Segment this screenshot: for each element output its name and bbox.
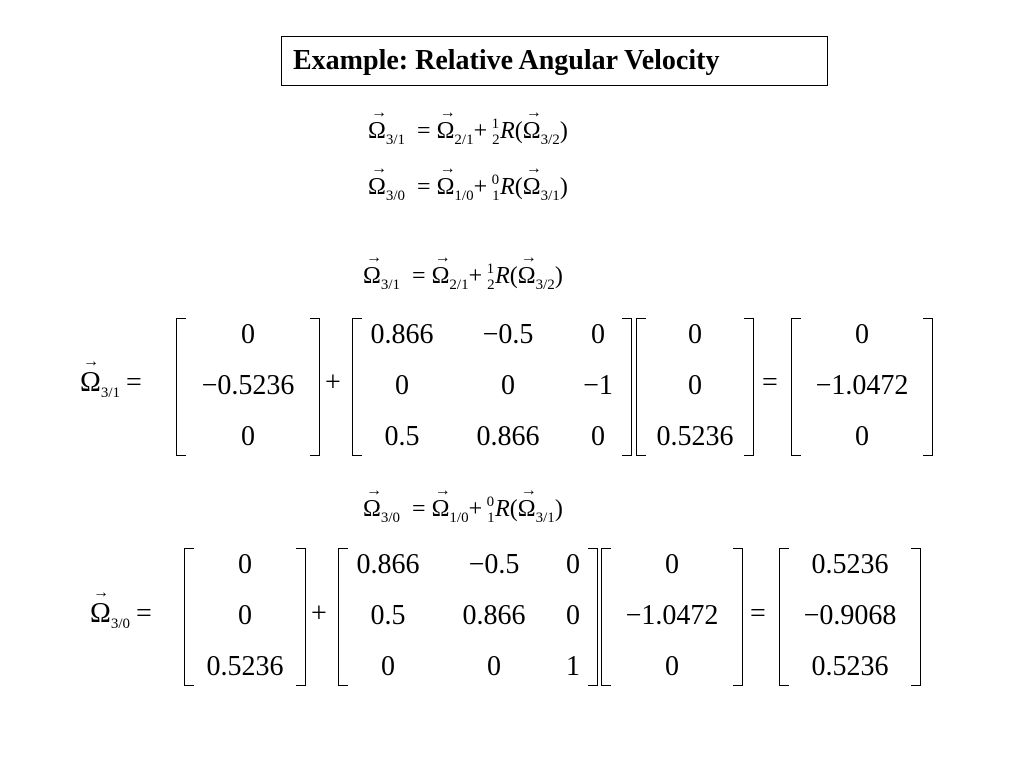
vector-a <box>176 318 320 456</box>
equals-sign: = <box>135 598 152 629</box>
matrix-cell: 0 <box>487 651 501 682</box>
computation-lhs <box>90 598 158 630</box>
matrix-cell: 0.5236 <box>656 421 734 452</box>
omega-vector-symbol: → Ω <box>523 118 541 145</box>
subscript: 3/1 <box>380 277 401 293</box>
subscript: 1/0 <box>454 188 474 204</box>
matrix-cell: −0.5 <box>468 549 520 580</box>
matrix-cell: 0 <box>238 600 252 631</box>
matrix-cell: 0.866 <box>462 600 526 631</box>
rotation-symbol: R <box>495 263 510 289</box>
rotation-from-frame: 1 <box>492 188 500 204</box>
section-header-omega-3-1 <box>363 261 563 293</box>
subscript: 3/1 <box>385 132 406 148</box>
omega-vector-symbol: → Ω <box>368 174 386 201</box>
rotation-symbol: R <box>500 118 515 144</box>
rotation-to-frame: 0 <box>491 172 500 188</box>
plus-sign: + <box>311 598 327 629</box>
matrix-cell: −1.0472 <box>815 370 909 401</box>
matrix-cell: 0 <box>855 319 869 350</box>
right-paren: ) <box>559 118 568 144</box>
omega-vector-symbol: → Ω <box>368 118 386 145</box>
omega-vector-symbol: → Ω <box>363 496 381 523</box>
omega-vector-symbol: → Ω <box>363 263 381 290</box>
matrix-cell: −0.9068 <box>803 600 897 631</box>
vector-b <box>636 318 754 456</box>
rotation-symbol: R <box>500 174 515 200</box>
vector-a <box>184 548 306 686</box>
matrix-cell: 0 <box>566 600 580 631</box>
vector-b <box>601 548 743 686</box>
rotation-matrix <box>352 318 632 456</box>
matrix-cell: 0 <box>566 549 580 580</box>
matrix-cell: 0.866 <box>370 319 434 350</box>
matrix-cell: −0.5236 <box>201 370 295 401</box>
rotation-to-frame: 1 <box>491 116 500 132</box>
plus-sign: + <box>325 367 341 398</box>
matrix-cell: 0 <box>241 319 255 350</box>
matrix-cell: 0.5236 <box>811 549 889 580</box>
equals-sign: = <box>125 367 142 398</box>
rotation-to-frame: 0 <box>486 494 495 510</box>
subscript: 3/1 <box>540 188 560 204</box>
subscript: 2/1 <box>454 132 474 148</box>
plus-sign: + <box>473 174 488 200</box>
matrix-cell: 0 <box>688 370 702 401</box>
matrix-cell: 0 <box>591 319 605 350</box>
omega-vector-symbol: → Ω <box>518 263 536 290</box>
matrix-cell: 0.5 <box>384 421 420 452</box>
rotation-from-frame: 2 <box>492 132 500 148</box>
omega-vector-symbol: → Ω <box>432 496 450 523</box>
equals-sign: = <box>412 496 426 522</box>
right-paren: ) <box>559 174 568 200</box>
omega-vector-symbol: → Ω <box>518 496 536 523</box>
matrix-cell: 0 <box>665 651 679 682</box>
matrix-cell: 1 <box>566 651 580 682</box>
subscript: 3/2 <box>535 277 555 293</box>
equals-sign: = <box>417 118 431 144</box>
matrix-cell: 0 <box>688 319 702 350</box>
equals-sign: = <box>412 263 426 289</box>
matrix-cell: 0 <box>665 549 679 580</box>
subscript: 2/1 <box>449 277 469 293</box>
left-paren: ( <box>509 263 518 289</box>
rotation-to-frame: 1 <box>486 261 495 277</box>
matrix-cell: 0 <box>501 370 515 401</box>
result-vector <box>791 318 933 456</box>
matrix-cell: 0 <box>855 421 869 452</box>
omega-vector-symbol: → Ω <box>437 174 455 201</box>
matrix-cell: −0.5 <box>482 319 534 350</box>
omega-vector-symbol: → Ω <box>437 118 455 145</box>
rotation-from-frame: 1 <box>487 510 495 526</box>
matrix-cell: 0 <box>591 421 605 452</box>
result-vector <box>779 548 921 686</box>
equals-sign: = <box>750 598 766 629</box>
right-paren: ) <box>554 496 563 522</box>
matrix-cell: 0.5 <box>370 600 406 631</box>
equation-omega-3-1 <box>368 116 568 148</box>
right-paren: ) <box>554 263 563 289</box>
plus-sign: + <box>468 496 483 522</box>
omega-vector-symbol: → Ω <box>80 367 101 399</box>
left-paren: ( <box>509 496 518 522</box>
rotation-matrix <box>338 548 598 686</box>
plus-sign: + <box>473 118 488 144</box>
slide-title: Example: Relative Angular Velocity <box>281 36 828 86</box>
omega-vector-symbol: → Ω <box>90 598 111 630</box>
subscript: 3/0 <box>385 188 406 204</box>
section-header-omega-3-0 <box>363 494 563 526</box>
matrix-cell: 0 <box>381 651 395 682</box>
subscript: 3/2 <box>540 132 560 148</box>
subscript: 3/1 <box>535 510 555 526</box>
omega-vector-symbol: → Ω <box>523 174 541 201</box>
omega-vector-symbol: → Ω <box>432 263 450 290</box>
equals-sign: = <box>417 174 431 200</box>
matrix-cell: 0.5236 <box>811 651 889 682</box>
left-paren: ( <box>514 174 523 200</box>
equals-sign: = <box>762 367 778 398</box>
subscript: 1/0 <box>449 510 469 526</box>
plus-sign: + <box>468 263 483 289</box>
subscript: 3/1 <box>100 385 120 401</box>
computation-lhs <box>80 367 148 399</box>
matrix-cell: 0 <box>238 549 252 580</box>
left-paren: ( <box>514 118 523 144</box>
matrix-cell: −1 <box>583 370 613 401</box>
matrix-cell: −1.0472 <box>625 600 719 631</box>
subscript: 3/0 <box>380 510 401 526</box>
matrix-cell: 0.866 <box>356 549 420 580</box>
rotation-from-frame: 2 <box>487 277 495 293</box>
equation-omega-3-0 <box>368 172 568 204</box>
matrix-cell: 0 <box>241 421 255 452</box>
matrix-cell: 0 <box>395 370 409 401</box>
subscript: 3/0 <box>110 616 130 632</box>
rotation-symbol: R <box>495 496 510 522</box>
matrix-cell: 0.5236 <box>206 651 284 682</box>
matrix-cell: 0.866 <box>476 421 540 452</box>
